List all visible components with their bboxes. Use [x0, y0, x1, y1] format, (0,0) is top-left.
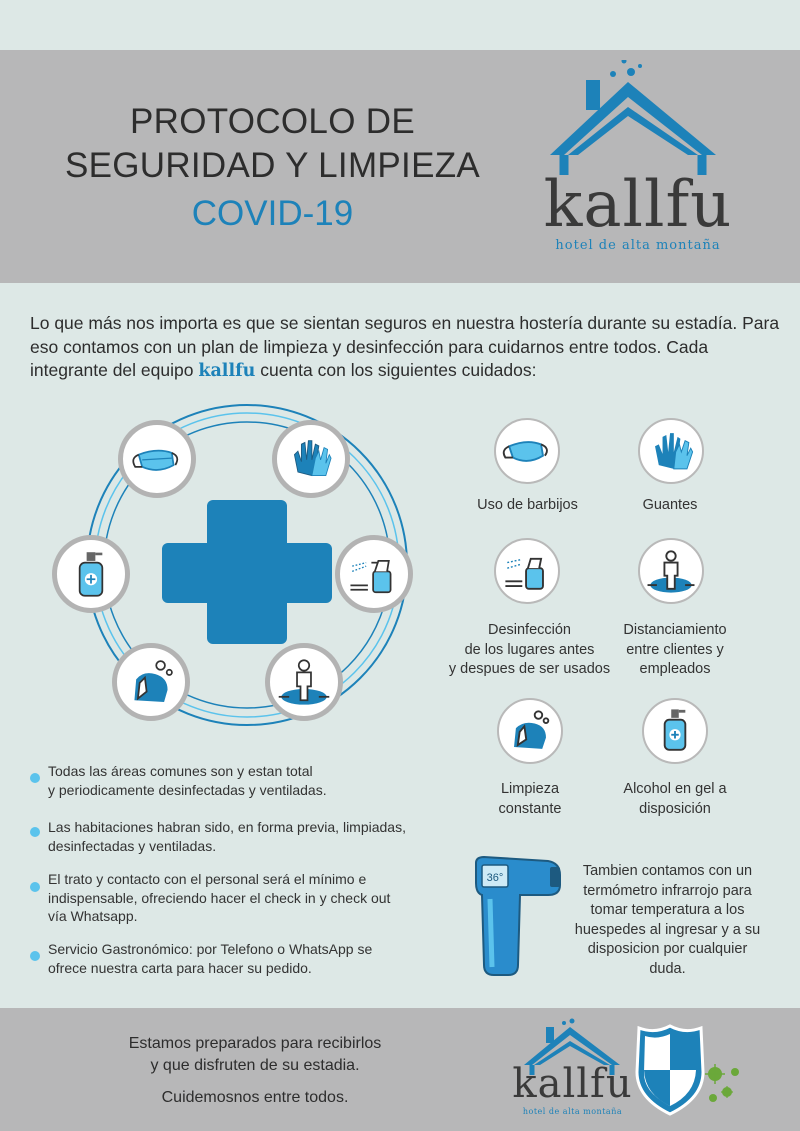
spray-bottle-icon [494, 538, 560, 604]
ring-handwash-icon [112, 643, 190, 721]
care-label-cleaning: Limpieza constante [498, 781, 562, 817]
footer-logo-tagline: hotel de alta montaña [522, 1107, 623, 1116]
intro-paragraph [30, 312, 780, 384]
bullet-text: Todas las áreas comunes son y estan total y periodicamente desinfectadas y ventiladas. [48, 763, 327, 798]
footer-line-1: Estamos preparados para recibirlos [128, 1035, 382, 1052]
title-block [20, 100, 525, 240]
page-title-line-1: PROTOCOLO DE [130, 102, 415, 141]
ring-distance-icon [265, 643, 343, 721]
bullet-dot [30, 951, 40, 961]
bullet-text: El trato y contacto con el personal será el mínimo e indispensable, ofreciendo hacer el check in y check out vía Whatsapp. [48, 871, 391, 924]
bullet-text: Las habitaciones habran sido, en forma previa, limpiadas, desinfectadas y ventiladas. [48, 819, 406, 854]
infrared-thermometer-icon [470, 855, 565, 980]
face-mask-icon [494, 418, 560, 484]
bullet-dot [30, 827, 40, 837]
ring-mask-icon [118, 420, 196, 498]
page-title-line-2: SEGURIDAD Y LIMPIEZA [64, 146, 481, 185]
care-label-gloves: Guantes [642, 497, 698, 513]
footer-line-3: Cuidemosnos entre todos. [161, 1089, 349, 1106]
kallfu-logo [528, 60, 748, 270]
gel-dispenser-icon [642, 698, 708, 764]
bullet-text: Servicio Gastronómico: por Telefono o WhatsApp se ofrece nuestra carta para hacer su pedido. [48, 941, 373, 976]
footer-message [90, 1033, 420, 1109]
care-label-mask: Uso de barbijos [477, 497, 578, 513]
care-label-gel: Alcohol en gel a disposición [623, 781, 727, 817]
ring-gel-icon [52, 535, 130, 613]
footer-line-2: y que disfruten de su estadia. [150, 1057, 360, 1074]
care-label-distancing: Distanciamiento entre clientes y empleados [623, 622, 727, 677]
medical-cross-icon [162, 500, 332, 644]
bullet-dot [30, 882, 40, 892]
bullet-dot [30, 773, 40, 783]
ring-gloves-icon [272, 420, 350, 498]
footer-logo-wordmark: kallfu [512, 1061, 633, 1107]
roof-logo-icon [528, 60, 748, 180]
distancing-person-icon [638, 538, 704, 604]
ring-spray-icon [335, 535, 413, 613]
intro-text-after: cuenta con los siguientes cuidados: [255, 360, 537, 380]
intro-text-before: Lo que más nos importa es que se sientan seguros en nuestra hostería durante su estadía. Para eso contamos con un plan de limpieza y desinfección para cuidarnos entre todos. Cada integrante del equipo [30, 313, 780, 380]
care-label-disinfection: Desinfección de los lugares antes y despues de ser usados [448, 622, 611, 677]
thermometer-display: 36° [486, 872, 504, 884]
intro-brand: kallfu [198, 361, 256, 381]
shield-virus-icon [635, 1022, 750, 1117]
gloves-icon [638, 418, 704, 484]
page-subtitle: COVID-19 [191, 194, 354, 233]
hand-washing-icon [497, 698, 563, 764]
thermometer-text: Tambien contamos con un termómetro infrarrojo para tomar temperatura a los huespedes al ingresar y a su disposicion por cualquier duda. [574, 863, 761, 977]
logo-tagline: hotel de alta montaña [555, 238, 721, 253]
logo-wordmark: kallfu [543, 168, 733, 242]
footer-kallfu-logo [510, 1015, 635, 1127]
